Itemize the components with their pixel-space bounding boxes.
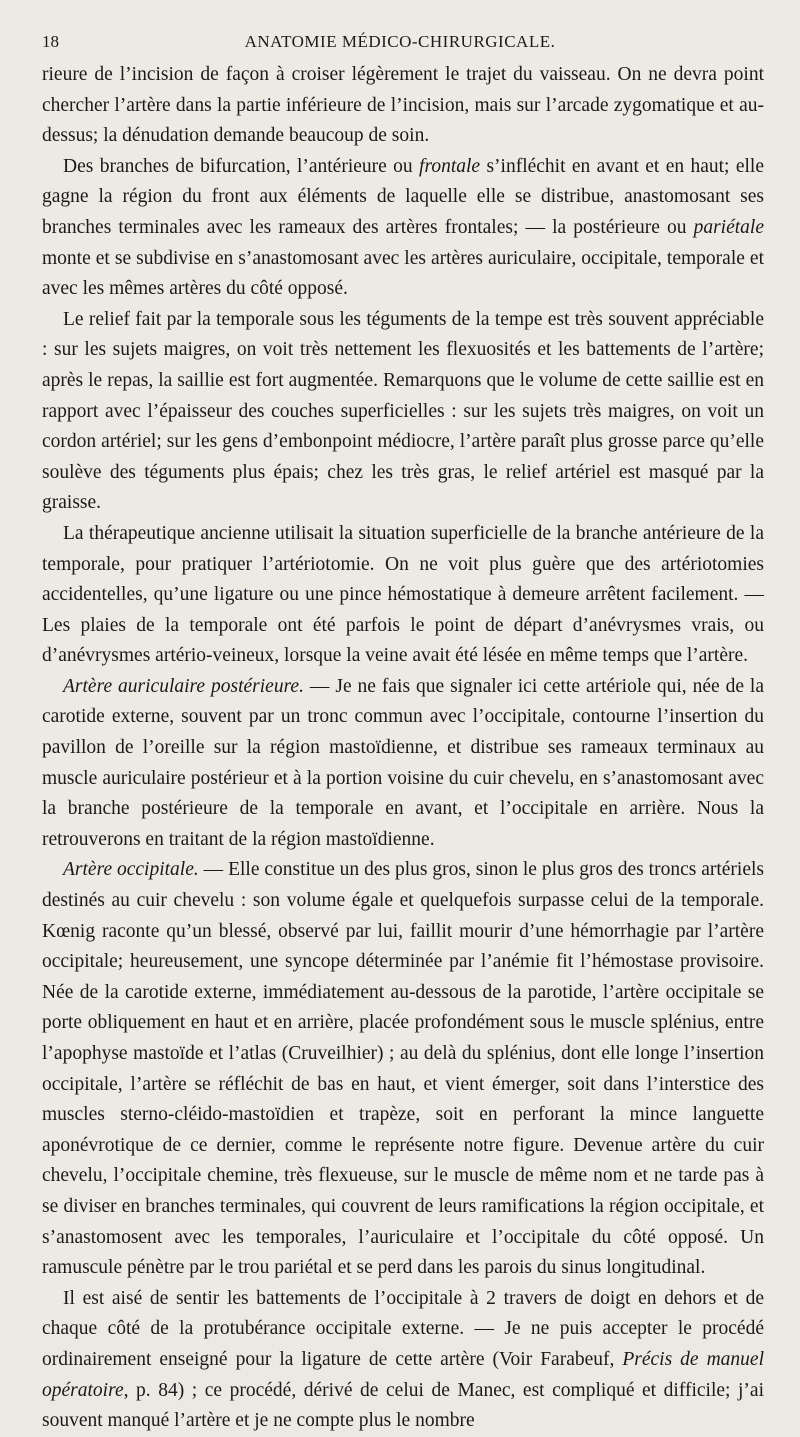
- italic-run: Précis de manuel opératoire: [42, 1348, 764, 1401]
- paragraph: [42, 60, 764, 152]
- text-run: Le relief fait par la temporale sous les téguments de la tempe est très souvent appréciable : sur les sujets maigres, on voit très nettement les flexuosités et les battements de l’artère; après le repas, la saillie est fort augmentée. Remarquons que le volume de cette saillie est en rapport avec l’épaisseur des couches superficielles : sur les sujets très maigres, on voit un cordon artériel; sur les gens d’embonpoint médiocre, l’artère paraît plus grosse parce qu’elle soulève des téguments plus épais; chez les très gras, le relief artériel est masqué par la graisse.: [42, 308, 764, 514]
- page-header: [42, 32, 758, 58]
- text-run: Il est aisé de sentir les battements de l’occipitale à 2 travers de doigt en dehors et de chaque côté de la protubérance occipitale externe. — Je ne puis accepter le procédé ordinairement enseigné pour la ligature de cette artère (Voir Farabeuf,: [42, 1287, 764, 1370]
- text-run: monte et se subdivise en s’anastomosant avec les artères auriculaire, occipitale, temporale et avec les mêmes artères du côté opposé.: [42, 247, 764, 300]
- running-title: ANATOMIE MÉDICO-CHIRURGICALE.: [244, 32, 556, 51]
- italic-run: Artère auriculaire postérieure.: [63, 675, 304, 697]
- italic-run: Artère occipitale.: [63, 859, 199, 881]
- text-run: — Elle constitue un des plus gros, sinon le plus gros des troncs artériels destinés au cuir chevelu : son volume égale et quelquefois surpasse celui de la temporale. Kœnig raconte qu’un blessé, observé par lui, faillit mourir d’une hémorrhagie par l’artère occipitale; heureusement, une syncope déterminée par l’anémie fit l’hémostase provisoire. Née de la carotide externe, immédiatement au-dessous de la parotide, l’artère occipitale se porte obliquement en haut et en arrière, placée profondément sous le muscle splénius, entre l’apophyse mastoïde et l’atlas (Cruveilhier) ; au delà du splénius, dont elle longe l’insertion occipitale, l’artère se réfléchit de bas en haut, et vient émerger, soit dans l’interstice des muscles sterno-cléido-mastoïdien et trapèze, soit en perforant la mince languette aponévrotique de ce dernier, comme le représente notre figure. Devenue artère du cuir chevelu, l’occipitale chemine, très flexueuse, sur le muscle de même nom et ne tarde pas à se diviser en branches terminales, qui couvrent de leurs ramifications la région occipitale, et s’anastomosent avec les temporales, l’auriculaire et l’occipitale du côté opposé. Un ramuscule pénètre par le trou pariétal et se perd dans les parois du sinus longitudinal.: [42, 859, 765, 1279]
- paragraph: [42, 672, 764, 856]
- paragraph: [42, 519, 764, 672]
- text-run: Des branches de bifurcation, l’antérieure ou: [63, 155, 420, 177]
- paragraph: [42, 305, 764, 519]
- paragraph: [42, 1284, 764, 1437]
- italic-run: pariétale: [693, 216, 764, 238]
- paragraph: [42, 152, 764, 305]
- body-text: [42, 60, 764, 1437]
- text-run: La thérapeutique ancienne utilisait la situation superficielle de la branche antérieure de la temporale, pour pratiquer l’artériotomie. On ne voit plus guère que des artériotomies accidentelles, qu’une ligature ou une pince hémostatique à demeure arrêtent facilement. — Les plaies de la temporale ont été parfois le point de départ d’anévrysmes vrais, ou d’anévrysmes artério-veineux, lorsque la veine avait été lésée en même temps que l’artère.: [42, 522, 764, 667]
- text-run: , p. 84) ; ce procédé, dérivé de celui de Manec, est compliqué et difficile; j’ai souvent manqué l’artère et je ne compte plus le nombre: [42, 1379, 764, 1432]
- italic-run: frontale: [419, 155, 481, 177]
- text-run: s’infléchit en avant et en haut; elle gagne la région du front aux éléments de laquelle elle se distribue, anastomosant ses branches terminales avec les rameaux des artères frontales; — la postérieure ou: [42, 155, 764, 238]
- text-run: — Je ne fais que signaler ici cette artériole qui, née de la carotide externe, souvent par un tronc commun avec l’occipitale, contourne l’insertion du pavillon de l’oreille sur la région mastoïdienne, et distribue ses rameaux terminaux au muscle auriculaire postérieur et à la portion voisine du cuir chevelu, en s’anastomosant avec la branche postérieure de la temporale en avant, et l’occipitale en arrière. Nous la retrouverons en traitant de la région mastoïdienne.: [42, 675, 765, 850]
- text-run: rieure de l’incision de façon à croiser légèrement le trajet du vaisseau. On ne devra point chercher l’artère dans la partie inférieure de l’incision, mais sur l’arcade zygomatique et au-dessus; la dénudation demande beaucoup de soin.: [42, 64, 764, 147]
- page-number: 18: [42, 32, 59, 51]
- paragraph: [42, 855, 764, 1283]
